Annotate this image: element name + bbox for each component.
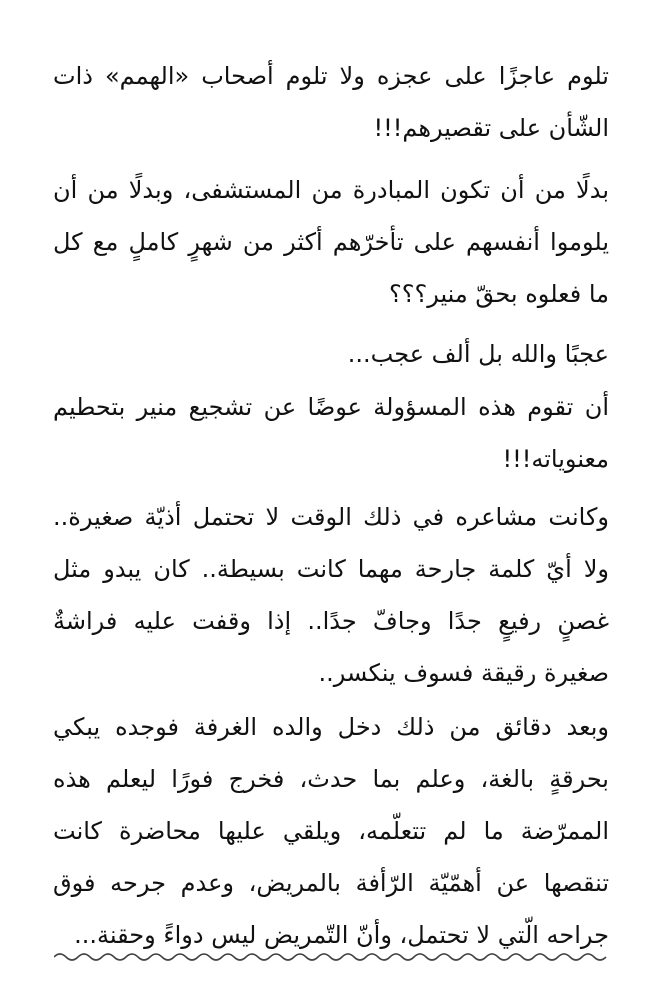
paragraph-6: وبعد دقائق من ذلك دخل والده الغرفة فوجده يبكي بحرقةٍ بالغة، وعلم بما حدث، فخرج فورًا ليعلم هذه الممرّضة ما لم تتعلّمه، ويلقي عليها محاضرة كانت تنقصها عن أهمّيّة الرّأفة بالمريض، وعدم جرحه فوق جراحه الّتي لا تحتمل، وأنّ التّمريض ليس دواءً وحقنة... [53, 713, 609, 949]
paragraph-5: وكانت مشاعره في ذلك الوقت لا تحتمل أذيّة صغيرة.. ولا أيّ كلمة جارحة مهما كانت بسيطة.. كان يبدو مثل غصنٍ رفيعٍ جدًا وجافّ جدًا.. إذا وقفت عليه فراشةٌ صغيرة رقيقة فسوف ينكسر.. [53, 503, 609, 687]
paragraph-2: بدلًا من أن تكون المبادرة من المستشفى، وبدلًا من أن يلوموا أنفسهم على تأخرّهم أكثر من شهرٍ كاملٍ مع كل ما فعلوه بحقّ منير؟؟؟ [53, 176, 609, 308]
paragraph-3: عجبًا والله بل ألف عجب... [347, 340, 609, 368]
paragraph-4: أن تقوم هذه المسؤولة عوضًا عن تشجيع منير بتحطيم معنوياته!!! [53, 393, 609, 473]
paragraph-1: تلوم عاجزًا على عجزه ولا تلوم أصحاب «الهمم» ذات الشّأن على تقصيرهم!!! [53, 62, 609, 142]
wavy-divider [54, 950, 610, 964]
